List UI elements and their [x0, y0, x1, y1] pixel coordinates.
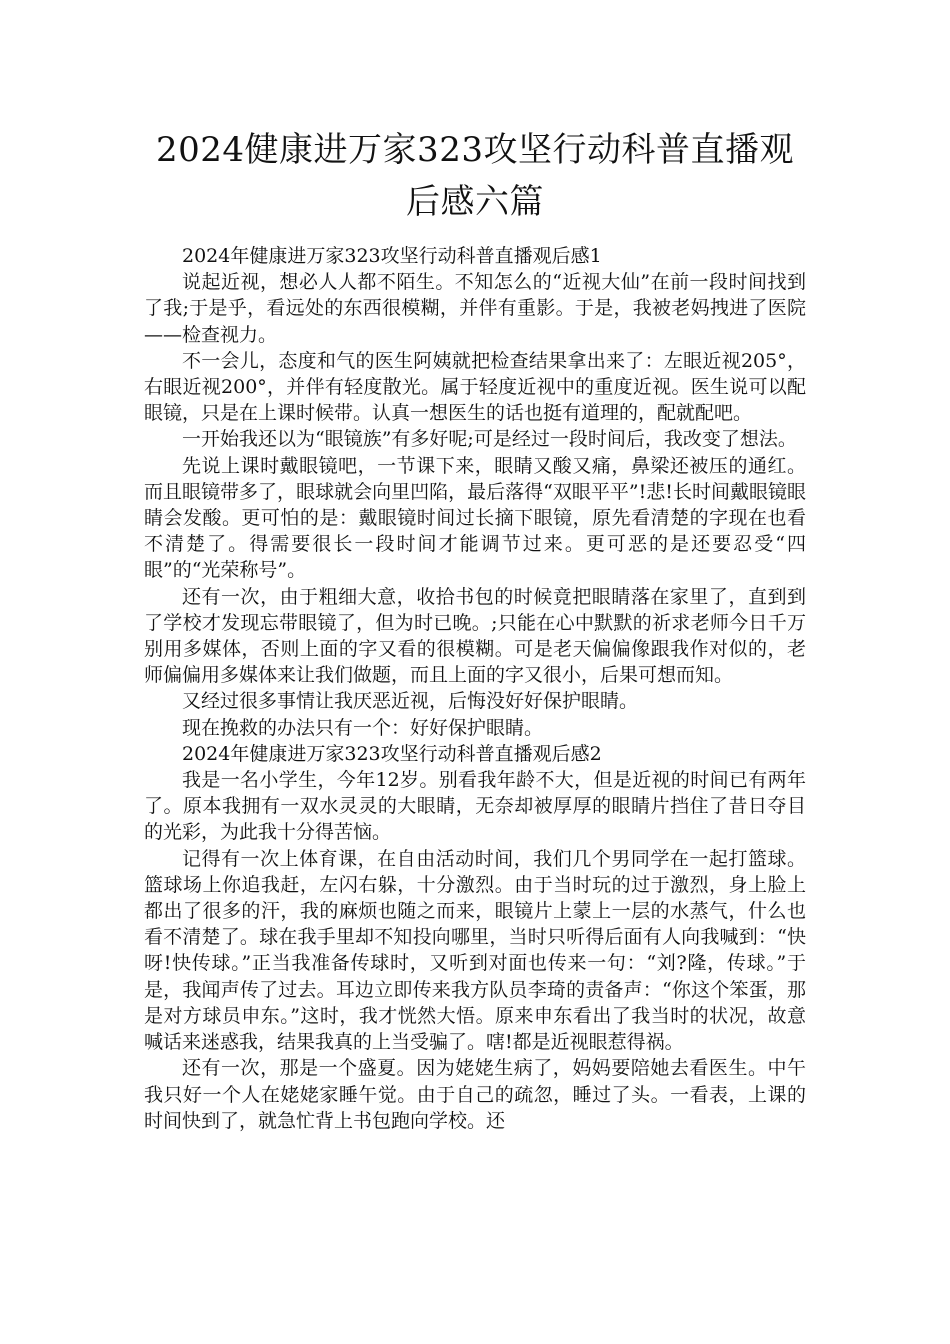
paragraph: 还有一次，由于粗细大意，收拾书包的时候竟把眼睛落在家里了，直到到了学校才发现忘带眼镜了，但为时已晚。;只能在心中默默的祈求老师今日千万别用多媒体，否则上面的字又看的很模糊。可是老天偏偏像跟我作对似的，老师偏偏用多媒体来让我们做题，而且上面的字又很小，后果可想而知。	[144, 585, 806, 687]
paragraph: 还有一次，那是一个盛夏。因为姥姥生病了，妈妈要陪她去看医生。中午我只好一个人在姥姥家睡午觉。由于自己的疏忽，睡过了头。一看表，上课的时间快到了，就急忙背上书包跑向学校。还	[144, 1057, 806, 1132]
document-title-line-1: 2024健康进万家323攻坚行动科普直播观	[156, 130, 794, 170]
paragraph: 我是一名小学生，今年12岁。别看我年龄不大，但是近视的时间已有两年了。原本我拥有一双水灵灵的大眼睛，无奈却被厚厚的眼睛片挡住了昔日夺目的光彩，为此我十分得苦恼。	[144, 769, 806, 844]
paragraph: 现在挽救的办法只有一个：好好保护眼睛。	[182, 716, 544, 739]
document-title	[120, 124, 830, 228]
document-body	[144, 243, 806, 1134]
paragraph: 说起近视，想必人人都不陌生。不知怎么的“近视大仙”在前一段时间找到了我;于是乎，看远处的东西很模糊，并伴有重影。于是，我被老妈拽进了医院——检查视力。	[144, 271, 806, 346]
section-heading-2: 2024年健康进万家323攻坚行动科普直播观后感2	[182, 742, 602, 765]
paragraph: 又经过很多事情让我厌恶近视，后悔没好好保护眼睛。	[182, 690, 639, 713]
document-title-line-2: 后感六篇	[406, 182, 544, 222]
paragraph: 先说上课时戴眼镜吧，一节课下来，眼睛又酸又痛，鼻梁还被压的通红。而且眼镜带多了，眼球就会向里凹陷，最后落得“双眼平平”!悲!长时间戴眼镜眼睛会发酸。更可怕的是：戴眼镜时间过长摘下眼镜，原先看清楚的字现在也看不清楚了。得需要很长一段时间才能调节过来。更可恶的是还要忍受“四眼”的“光荣称号”。	[144, 454, 806, 582]
paragraph: 一开始我还以为“眼镜族”有多好呢;可是经过一段时间后，我改变了想法。	[182, 428, 797, 451]
section-heading-1: 2024年健康进万家323攻坚行动科普直播观后感1	[182, 245, 602, 267]
paragraph: 不一会儿，态度和气的医生阿姨就把检查结果拿出来了：左眼近视205°，右眼近视200°，并伴有轻度散光。属于轻度近视中的重度近视。医生说可以配眼镜，只是在上课时候带。认真一想医生的话也挺有道理的，配就配吧。	[144, 349, 806, 425]
paragraph: 记得有一次上体育课，在自由活动时间，我们几个男同学在一起打篮球。篮球场上你追我赶，左闪右躲，十分激烈。由于当时玩的过于激烈，身上脸上都出了很多的汗，我的麻烦也随之而来，眼镜片上蒙上一层的水蒸气，什么也看不清楚了。球在我手里却不知投向哪里，当时只听得后面有人向我喊到：“快呀!快传球。”正当我准备传球时，又听到对面也传来一句：“刘?隆，传球。”于是，我闻声传了过去。耳边立即传来我方队员李琦的责备声：“你这个笨蛋，那是对方球员申东。”这时，我才恍然大悟。原来申东看出了我当时的状况，故意喊话来迷惑我，结果我真的上当受骗了。嗐!都是近视眼惹得祸。	[144, 847, 806, 1054]
